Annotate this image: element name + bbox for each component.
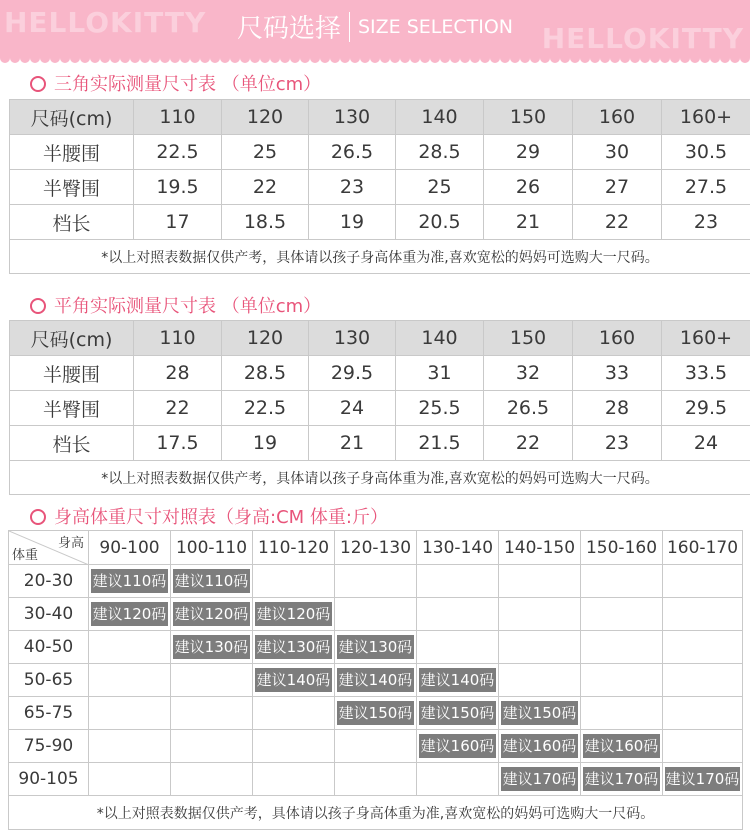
recommended-size-badge: 建议150码 bbox=[419, 701, 496, 725]
note-row bbox=[9, 796, 743, 830]
recommended-size-badge: 建议150码 bbox=[337, 701, 414, 725]
watermark-right: HELLOKITTY bbox=[541, 22, 744, 55]
grid-corner bbox=[9, 531, 89, 565]
height-header-120-130: 120-130 bbox=[335, 531, 417, 565]
recommended-size-badge: 建议120码 bbox=[255, 602, 332, 626]
title-divider bbox=[349, 12, 350, 42]
grid-cell bbox=[171, 763, 253, 796]
height-weight-grid bbox=[8, 530, 743, 830]
table-header-row bbox=[10, 100, 750, 135]
table-row bbox=[10, 135, 750, 170]
measurement-cell: 28.5 bbox=[222, 356, 309, 391]
height-header-160-170: 160-170 bbox=[663, 531, 743, 565]
watermark-left: HELLOKITTY bbox=[4, 6, 207, 39]
grid-cell bbox=[499, 664, 581, 697]
grid-cell bbox=[581, 565, 663, 598]
grid-cell bbox=[581, 763, 663, 796]
measurement-cell: 17 bbox=[134, 205, 222, 240]
grid-cell bbox=[581, 697, 663, 730]
measurement-cell: 33.5 bbox=[662, 356, 750, 391]
weight-label: 20-30 bbox=[9, 565, 89, 598]
row-label: 半腰围 bbox=[10, 135, 134, 170]
size-table-briefs bbox=[9, 99, 750, 274]
recommended-size-badge: 建议110码 bbox=[173, 569, 250, 593]
grid-cell bbox=[417, 697, 499, 730]
grid-cell bbox=[253, 697, 335, 730]
weight-label: 50-65 bbox=[9, 664, 89, 697]
measurement-cell: 22 bbox=[484, 426, 573, 461]
height-header-140-150: 140-150 bbox=[499, 531, 581, 565]
title-chinese: 尺码选择 bbox=[236, 14, 341, 44]
recommended-size-badge: 建议170码 bbox=[501, 767, 578, 791]
row-label: 档长 bbox=[10, 426, 134, 461]
recommended-size-badge: 建议170码 bbox=[583, 767, 660, 791]
grid-cell bbox=[417, 730, 499, 763]
measurement-cell: 27.5 bbox=[662, 170, 750, 205]
grid-cell bbox=[89, 598, 171, 631]
note-row bbox=[10, 240, 750, 274]
table-row bbox=[10, 426, 750, 461]
grid-cell bbox=[417, 631, 499, 664]
grid-cell bbox=[89, 631, 171, 664]
measurement-cell: 31 bbox=[396, 356, 484, 391]
grid-cell bbox=[171, 664, 253, 697]
measurement-cell: 29.5 bbox=[662, 391, 750, 426]
measurement-cell: 29 bbox=[484, 135, 573, 170]
table-row bbox=[10, 391, 750, 426]
section-title-text: 平角实际测量尺寸表 （单位cm） bbox=[54, 296, 322, 317]
grid-cell bbox=[89, 664, 171, 697]
measurement-cell: 26.5 bbox=[484, 391, 573, 426]
table-row bbox=[10, 170, 750, 205]
grid-cell bbox=[417, 664, 499, 697]
header-banner bbox=[0, 0, 750, 55]
recommended-size-badge: 建议140码 bbox=[255, 668, 332, 692]
size-table-boxers bbox=[9, 320, 750, 495]
measurement-cell: 25 bbox=[396, 170, 484, 205]
measurement-cell: 25 bbox=[222, 135, 309, 170]
measurement-cell: 26 bbox=[484, 170, 573, 205]
recommended-size-badge: 建议170码 bbox=[665, 767, 740, 791]
grid-cell bbox=[581, 598, 663, 631]
measurement-cell: 32 bbox=[484, 356, 573, 391]
measurement-cell: 23 bbox=[309, 170, 396, 205]
header-size-110: 110 bbox=[134, 100, 222, 135]
grid-cell bbox=[335, 730, 417, 763]
measurement-cell: 28 bbox=[573, 391, 662, 426]
measurement-cell: 20.5 bbox=[396, 205, 484, 240]
grid-cell bbox=[171, 598, 253, 631]
measurement-cell: 26.5 bbox=[309, 135, 396, 170]
grid-cell bbox=[335, 565, 417, 598]
table-header-row bbox=[10, 321, 750, 356]
height-header-110-120: 110-120 bbox=[253, 531, 335, 565]
weight-label: 65-75 bbox=[9, 697, 89, 730]
measurement-cell: 17.5 bbox=[134, 426, 222, 461]
header-size-130: 130 bbox=[309, 100, 396, 135]
grid-cell bbox=[335, 664, 417, 697]
header-size-140: 140 bbox=[396, 321, 484, 356]
recommended-size-badge: 建议160码 bbox=[583, 734, 660, 758]
table-row bbox=[10, 356, 750, 391]
grid-cell bbox=[581, 730, 663, 763]
recommended-size-badge: 建议130码 bbox=[173, 635, 250, 659]
grid-cell bbox=[171, 565, 253, 598]
grid-cell bbox=[171, 730, 253, 763]
weight-label: 75-90 bbox=[9, 730, 89, 763]
grid-cell bbox=[417, 565, 499, 598]
grid-header-row bbox=[9, 531, 743, 565]
grid-cell bbox=[417, 763, 499, 796]
header-size-150: 150 bbox=[484, 321, 573, 356]
measurement-cell: 27 bbox=[573, 170, 662, 205]
header-size-160: 160 bbox=[573, 321, 662, 356]
measurement-cell: 22.5 bbox=[134, 135, 222, 170]
recommended-size-badge: 建议110码 bbox=[91, 569, 168, 593]
grid-cell bbox=[253, 763, 335, 796]
measurement-cell: 19 bbox=[222, 426, 309, 461]
table-note: *以上对照表数据仅供产考，具体请以孩子身高体重为准,喜欢宽松的妈妈可选购大一尺码。 bbox=[10, 240, 750, 274]
grid-cell bbox=[499, 631, 581, 664]
measurement-cell: 22 bbox=[134, 391, 222, 426]
weight-label: 30-40 bbox=[9, 598, 89, 631]
grid-cell bbox=[89, 730, 171, 763]
grid-cell bbox=[663, 730, 743, 763]
scallop-border bbox=[0, 55, 750, 64]
grid-cell bbox=[663, 664, 743, 697]
recommended-size-badge: 建议140码 bbox=[419, 668, 496, 692]
grid-cell bbox=[253, 598, 335, 631]
circle-icon bbox=[30, 509, 46, 525]
measurement-cell: 19 bbox=[309, 205, 396, 240]
grid-row bbox=[9, 730, 743, 763]
corner-height-label: 身高 bbox=[57, 536, 84, 551]
grid-cell bbox=[89, 763, 171, 796]
header-size-160+: 160+ bbox=[662, 321, 750, 356]
measurement-cell: 21 bbox=[484, 205, 573, 240]
page-title bbox=[0, 8, 750, 45]
header-size-label: 尺码(cm) bbox=[10, 100, 134, 135]
measurement-cell: 22.5 bbox=[222, 391, 309, 426]
measurement-cell: 22 bbox=[222, 170, 309, 205]
height-header-100-110: 100-110 bbox=[171, 531, 253, 565]
recommended-size-badge: 建议130码 bbox=[255, 635, 332, 659]
grid-cell bbox=[663, 631, 743, 664]
section-title-boxers bbox=[30, 292, 321, 318]
header-size-140: 140 bbox=[396, 100, 484, 135]
grid-cell bbox=[253, 565, 335, 598]
measurement-cell: 19.5 bbox=[134, 170, 222, 205]
recommended-size-badge: 建议160码 bbox=[419, 734, 496, 758]
recommended-size-badge: 建议140码 bbox=[337, 668, 414, 692]
weight-label: 40-50 bbox=[9, 631, 89, 664]
grid-cell bbox=[335, 631, 417, 664]
grid-cell bbox=[89, 565, 171, 598]
measurement-cell: 21.5 bbox=[396, 426, 484, 461]
height-header-130-140: 130-140 bbox=[417, 531, 499, 565]
grid-cell bbox=[335, 697, 417, 730]
grid-cell bbox=[89, 697, 171, 730]
grid-cell bbox=[253, 730, 335, 763]
grid-cell bbox=[171, 631, 253, 664]
grid-row bbox=[9, 763, 743, 796]
measurement-cell: 21 bbox=[309, 426, 396, 461]
circle-icon bbox=[30, 298, 46, 314]
grid-cell bbox=[335, 763, 417, 796]
grid-cell bbox=[253, 631, 335, 664]
measurement-cell: 29.5 bbox=[309, 356, 396, 391]
title-english: SIZE SELECTION bbox=[357, 15, 514, 38]
grid-cell bbox=[335, 598, 417, 631]
row-label: 半腰围 bbox=[10, 356, 134, 391]
grid-cell bbox=[417, 598, 499, 631]
grid-cell bbox=[171, 697, 253, 730]
header-size-130: 130 bbox=[309, 321, 396, 356]
header-size-110: 110 bbox=[134, 321, 222, 356]
section-title-text: 身高体重尺寸对照表（身高:CM 体重:斤） bbox=[54, 507, 388, 528]
header-size-160+: 160+ bbox=[662, 100, 750, 135]
row-label: 半臀围 bbox=[10, 391, 134, 426]
header-size-label: 尺码(cm) bbox=[10, 321, 134, 356]
grid-cell bbox=[663, 697, 743, 730]
grid-cell bbox=[499, 697, 581, 730]
header-size-150: 150 bbox=[484, 100, 573, 135]
grid-row bbox=[9, 565, 743, 598]
header-size-160: 160 bbox=[573, 100, 662, 135]
measurement-cell: 30 bbox=[573, 135, 662, 170]
grid-cell bbox=[581, 631, 663, 664]
grid-row bbox=[9, 697, 743, 730]
grid-cell bbox=[581, 664, 663, 697]
grid-row bbox=[9, 598, 743, 631]
measurement-cell: 23 bbox=[662, 205, 750, 240]
grid-cell bbox=[663, 598, 743, 631]
measurement-cell: 30.5 bbox=[662, 135, 750, 170]
grid-note: *以上对照表数据仅供产考，具体请以孩子身高体重为准,喜欢宽松的妈妈可选购大一尺码。 bbox=[9, 796, 743, 830]
table-row bbox=[10, 205, 750, 240]
weight-label: 90-105 bbox=[9, 763, 89, 796]
measurement-cell: 18.5 bbox=[222, 205, 309, 240]
recommended-size-badge: 建议130码 bbox=[337, 635, 414, 659]
row-label: 半臀围 bbox=[10, 170, 134, 205]
height-header-90-100: 90-100 bbox=[89, 531, 171, 565]
section-title-text: 三角实际测量尺寸表 （单位cm） bbox=[54, 74, 322, 95]
measurement-cell: 24 bbox=[662, 426, 750, 461]
measurement-cell: 28.5 bbox=[396, 135, 484, 170]
grid-cell bbox=[499, 763, 581, 796]
note-row bbox=[10, 461, 750, 495]
recommended-size-badge: 建议120码 bbox=[91, 602, 168, 626]
header-size-120: 120 bbox=[222, 321, 309, 356]
recommended-size-badge: 建议150码 bbox=[501, 701, 578, 725]
measurement-cell: 28 bbox=[134, 356, 222, 391]
height-header-150-160: 150-160 bbox=[581, 531, 663, 565]
measurement-cell: 33 bbox=[573, 356, 662, 391]
grid-cell bbox=[663, 565, 743, 598]
table-note: *以上对照表数据仅供产考，具体请以孩子身高体重为准,喜欢宽松的妈妈可选购大一尺码。 bbox=[10, 461, 750, 495]
grid-row bbox=[9, 631, 743, 664]
measurement-cell: 25.5 bbox=[396, 391, 484, 426]
circle-icon bbox=[30, 76, 46, 92]
section-title-height-weight bbox=[30, 503, 388, 529]
header-size-120: 120 bbox=[222, 100, 309, 135]
section-title-briefs bbox=[30, 70, 321, 96]
measurement-cell: 23 bbox=[573, 426, 662, 461]
grid-cell bbox=[499, 598, 581, 631]
row-label: 档长 bbox=[10, 205, 134, 240]
recommended-size-badge: 建议120码 bbox=[173, 602, 250, 626]
grid-row bbox=[9, 664, 743, 697]
corner-weight-label: 体重 bbox=[12, 548, 39, 563]
grid-cell bbox=[253, 664, 335, 697]
measurement-cell: 24 bbox=[309, 391, 396, 426]
grid-cell bbox=[499, 730, 581, 763]
measurement-cell: 22 bbox=[573, 205, 662, 240]
grid-cell bbox=[499, 565, 581, 598]
grid-cell bbox=[663, 763, 743, 796]
recommended-size-badge: 建议160码 bbox=[501, 734, 578, 758]
